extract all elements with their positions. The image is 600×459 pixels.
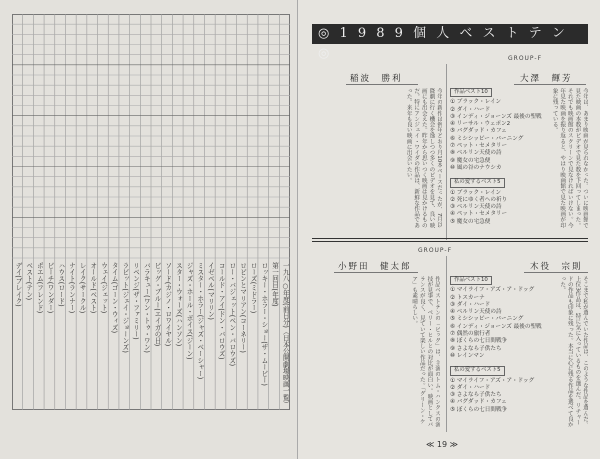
critic-essay: 今年は、あまり映画が見られなかった。ついに映画館で見た映画の本数がビデオで見た数を下回ってしまった。それでも映画館のスクリーンで見なければいけない。今年見た映画を振り返ると、やはり映画館で見た映画が印象に残っている。 xyxy=(551,88,588,228)
love-five-items xyxy=(450,190,542,226)
list-item: ④ バグダッド・カフェ xyxy=(450,399,507,406)
vertical-entry: ハウス(ロード) xyxy=(56,262,65,307)
vertical-entry: イゼベル(マリリン) xyxy=(206,262,215,320)
best-ten-header: 作品ベスト10 xyxy=(450,88,492,97)
list-item: ⑦ ペット・セメタリー xyxy=(450,143,508,150)
section-divider xyxy=(312,238,588,239)
list-item: ⑤ ミシシッピー・バーニング xyxy=(450,316,524,323)
critic-name: 大澤 輝芳 xyxy=(520,74,573,84)
best-ten-items xyxy=(450,287,542,360)
name-underline xyxy=(514,84,586,85)
page-title: ◎ 1 9 8 9 個 人 ベ ス ト テ ン ◎ xyxy=(312,24,588,44)
best-ten-header: 作品ベスト10 xyxy=(450,276,492,285)
vertical-entry: ラビット(ジェイ・ジョーンズ) xyxy=(120,262,129,353)
name-underline xyxy=(524,272,588,273)
list-item: ② ダイ・ハード xyxy=(450,384,491,391)
love-five-items xyxy=(450,378,542,414)
section-divider xyxy=(312,241,588,242)
list-item: ③ インディ・ジョーンズ 最後の聖戦 xyxy=(450,113,542,120)
group-label: GROUP-F xyxy=(508,55,543,62)
vertical-entry: リベンジ(ザ・ファミリー) xyxy=(131,262,140,340)
list-item: ① マイライフ・アズ・ア・ドッグ xyxy=(450,377,535,384)
list-item: ⑧ ぼくらの七日間戦争 xyxy=(450,338,508,345)
group-label: GROUP-F xyxy=(418,247,453,254)
vertical-entry: ウェイ(ジェット) xyxy=(99,262,108,314)
list-item: ⑤ ぼくらの七日間戦争 xyxy=(450,406,508,413)
list-item: ① マイライフ・アズ・ア・ドッグ xyxy=(450,287,535,294)
left-page xyxy=(0,0,298,459)
best-ten-list xyxy=(450,88,542,226)
vertical-entry: ロー・バジェット(ベン・バロウズ) xyxy=(227,262,236,367)
list-item: ② ダイ・ハード xyxy=(450,106,491,113)
vertical-entry: ナイト(ランナー) xyxy=(67,262,76,314)
vertical-entry: ジャズ・ホール・ボイス(ジーン) xyxy=(185,262,194,360)
critic-name: 稲波 勝利 xyxy=(350,74,403,84)
vertical-entry: ベスト(テン) xyxy=(24,262,33,301)
list-item: ③ ダイ・ハード xyxy=(450,301,491,308)
list-item: ⑤ 魔女の宅急便 xyxy=(450,218,491,225)
vertical-entry: ソード(カジノ・ロワイヤル) xyxy=(163,262,172,347)
page-number: ≪ 19 ≫ xyxy=(426,440,459,449)
list-item: ② 死にゆく者への祈り xyxy=(450,196,508,203)
vertical-entry: デイ(ブレイク) xyxy=(14,262,22,307)
column-divider xyxy=(446,64,447,240)
list-item: ④ ペット・セメタリー xyxy=(450,211,508,218)
vertical-entry: スター・ウォーズ(ハンソン) xyxy=(174,262,183,347)
list-item: ⑦ 偶然の旅行者 xyxy=(450,331,491,338)
critic-essay: 今年の新作は例年どおり月10本ペースだったが、7月以降劇に行く機会を逸しつつ多くのビデオを見て、良い映画にも出会えた。昨年から思いつく映画は見かけるものだ。特にアンジェイ・ワイダの作品は、新鮮な作品であった。来年も良い映画に出会いたい。 xyxy=(405,88,442,228)
list-item: ④ ベルリン天使の詩 xyxy=(450,309,502,316)
column-divider xyxy=(446,256,447,432)
vertical-entry: ロビンとマリアン(コーネリー) xyxy=(238,262,247,353)
vertical-entry: ポエム(フレンド) xyxy=(35,262,44,314)
vertical-entry: タイム(ゴーン・ウィズ) xyxy=(110,262,119,334)
list-item: ⑨ 魔女の宅急便 xyxy=(450,157,491,164)
best-ten-items xyxy=(450,99,542,172)
list-item: ⑩ レインマン xyxy=(450,352,485,359)
vertical-entry: ビーチ(ワンダー) xyxy=(46,262,55,314)
list-item: ⑥ インディ・ジョーンズ 最後の聖戦 xyxy=(450,323,542,330)
list-item: ⑩ 風の谷のナウシカ xyxy=(450,164,502,171)
vertical-entry: ローズ(ミドラー) xyxy=(249,262,258,314)
vertical-entry-list xyxy=(12,262,290,410)
list-item: ⑧ ベルリン天使の詩 xyxy=(450,150,502,157)
list-item: ⑤ バグダッド・カフェ xyxy=(450,128,507,135)
vertical-entry: 一九八○年度(前日分)（日本公開劇場映画一覧） xyxy=(281,262,290,408)
best-ten-list xyxy=(450,276,542,414)
critic-essay: 作品ベストテンの「ビッグ」は、主演のトム・ハンクスの演技が見事で、ペリー・ヒルとの対比が面白い。映画としてバランスが良く、見ていて楽しい作品だった。「グリーン・ケア」も素晴らしい。 xyxy=(411,276,440,428)
name-underline xyxy=(346,84,418,85)
vertical-entry: レイク(サークル) xyxy=(78,262,87,314)
list-item: ⑨ さよなら子供たち xyxy=(450,345,502,352)
love-five-header: 私の愛するベスト5 xyxy=(450,178,505,187)
critic-name: 小野田 健太郎 xyxy=(338,262,412,272)
vertical-entry: コールド・アイ(ドン・バロウズ) xyxy=(217,262,226,360)
vertical-entry: ビッグ・ブルー(エイガの日) xyxy=(153,262,161,347)
list-item: ① ブラック・レイン xyxy=(450,99,502,106)
critic-name: 木役 宗則 xyxy=(530,262,583,272)
list-item: ③ ベルリン天使の詩 xyxy=(450,204,502,211)
list-item: ⑥ ミシシッピー・バーニング xyxy=(450,135,524,142)
vertical-entry: 第一回目(年度) xyxy=(270,262,279,307)
list-item: ③ さよなら子供たち xyxy=(450,392,502,399)
critic-essay: そこまで私が選んでいた作品は、このような作品を選んだ。上位3作品は、特に気に入っているものを選んだ。リチャードの作品も印象に残った。本当に心に残る作品を選べて良かった。 xyxy=(559,276,588,428)
vertical-entry: バラキュー(ワン・トゥ・ワン) xyxy=(142,262,151,353)
vertical-entry: ロッキー・ホラー・ショー(ザ・ムービー) xyxy=(259,262,268,386)
love-five-header: 私の愛するベスト5 xyxy=(450,366,505,375)
name-underline xyxy=(334,272,418,273)
list-item: ① ブラック・レイン xyxy=(450,189,502,196)
list-item: ② トスカーナ xyxy=(450,294,485,301)
list-item: ④ リーサル・ウェポン2 xyxy=(450,121,511,128)
vertical-entry: オールド(ベスト) xyxy=(88,262,97,314)
vertical-entry: ミスター・ホラー(ジャズ・ベーシャー) xyxy=(195,262,204,380)
right-page xyxy=(298,0,600,459)
